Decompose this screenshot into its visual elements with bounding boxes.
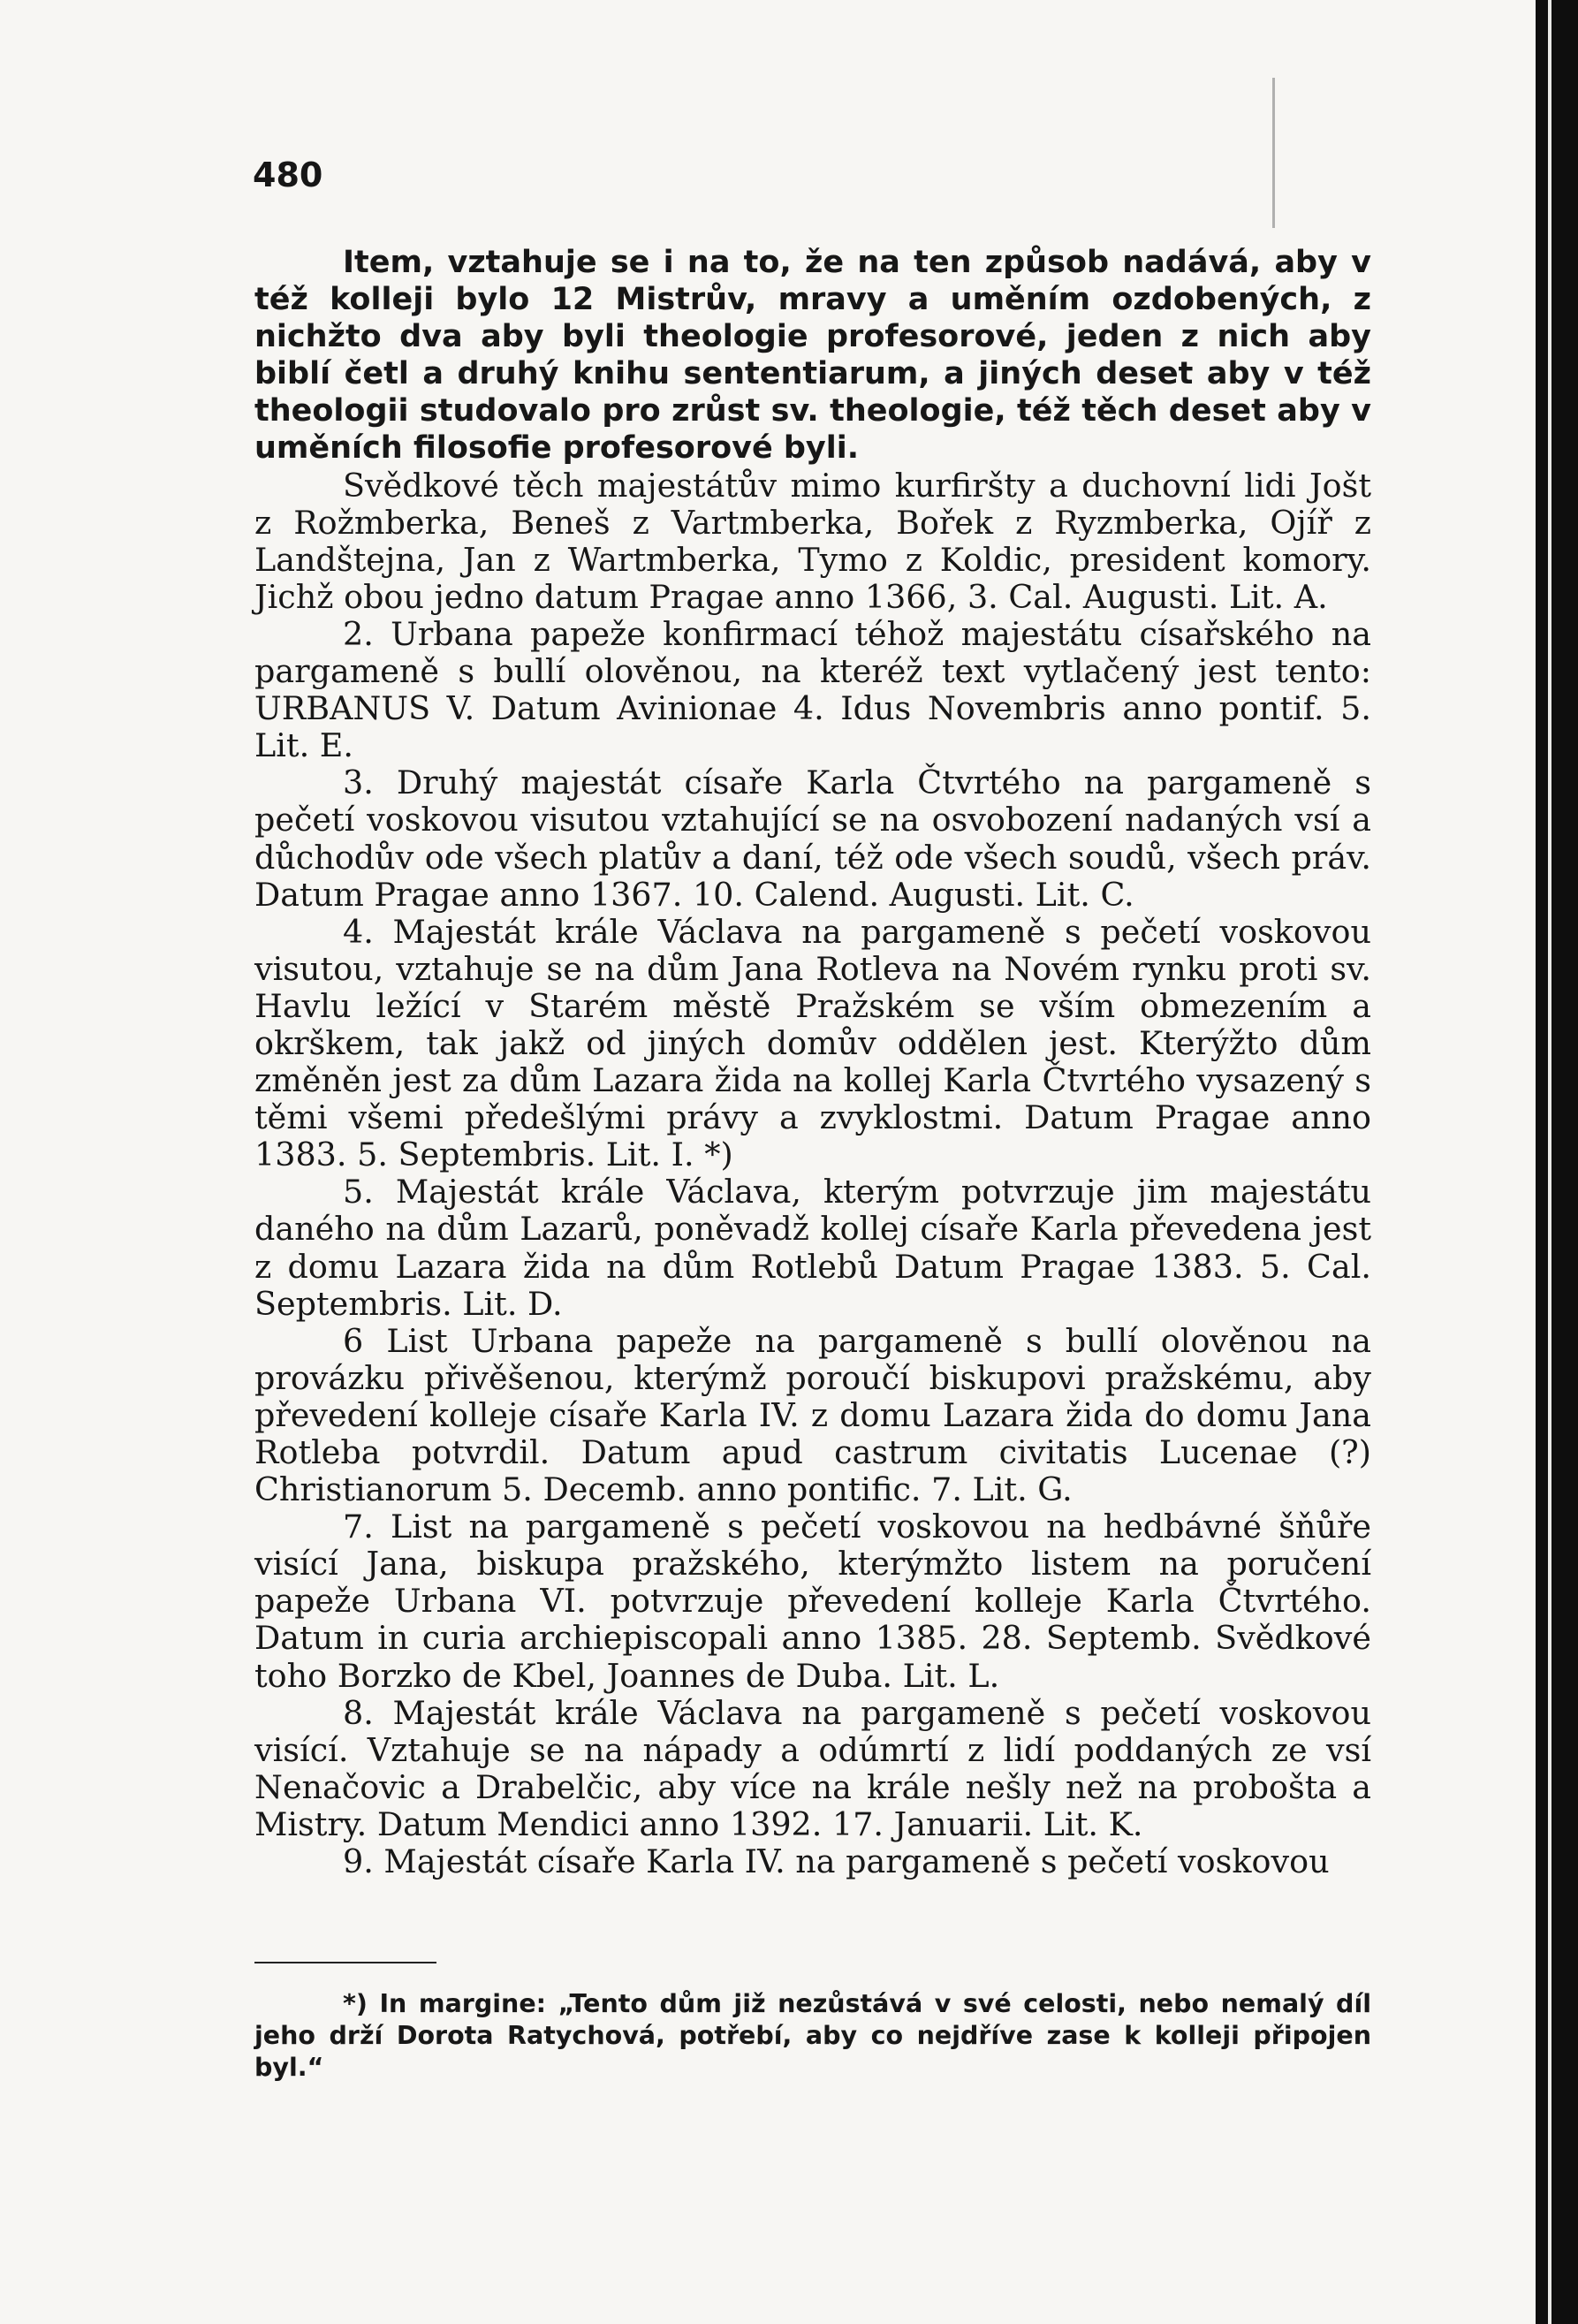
paragraph-entry-7: 7. List na pargameně s pečetí voskovou na hedbávné šňůře visící Jana, biskupa pražského, kterýmžto listem na poručení papeže Urbana VI. potvrzuje převedení kolleje Karla Čtvrtého. Datum in curia archiepiscopali anno 1385. 28. Septemb. Svědkové toho Borzko de Kbel, Joannes de Duba. Lit. L. bbox=[254, 1508, 1371, 1695]
paragraph-entry-9: 9. Majestát císaře Karla IV. na pargameně s pečetí voskovou bbox=[343, 1842, 1330, 1881]
margin-pencil-mark bbox=[1272, 78, 1275, 228]
paragraph-witnesses: Svědkové těch majestátův mimo kurfiršty a duchovní lidi Jošt z Rožmberka, Beneš z Vartmberka, Bořek z Ryzmberka, Ojíř z Landštejna, Jan z Wartmberka, Tymo z Koldic, president komory. Jichž obou jedno datum Pragae anno 1366, 3. Cal. Augusti. Lit. A. bbox=[254, 466, 1371, 616]
paragraph-entry-2: 2. Urbana papeže konfirmací téhož majestátu císařského na pargameně s bullí olověnou, na kteréž text vytlačený jest tento: URBANUS V. Datum Avinionae 4. Idus Novembris anno pontif. 5. Lit. E. bbox=[254, 614, 1371, 765]
paragraph-entry-3: 3. Druhý majestát císaře Karla Čtvrtého na pargameně s pečetí voskovou visutou vztahující se na osvobození nadaných vsí a důchodův ode všech platův a daní, též ode všech soudů, všech práv. Datum Pragae anno 1367. 10. Calend. Augusti. Lit. C. bbox=[254, 763, 1371, 914]
paragraph-entry-6: 6 List Urbana papeže na pargameně s bullí olověnou na provázku přivěšenou, kterýmž poroučí biskupovi pražskému, aby převedení kolleje císaře Karla IV. z domu Lazara žida do domu Jana Rotleba potvrdil. Datum apud castrum civitatis Lucenae (?) Christianorum 5. Decemb. anno pontific. 7. Lit. G. bbox=[254, 1321, 1371, 1509]
body-text bbox=[254, 244, 1371, 1880]
scan-right-border bbox=[1536, 0, 1578, 2324]
paragraph-entry-8: 8. Majestát krále Václava na pargameně s pečetí voskovou visící. Vztahuje se na nápady a odúmrtí z lidí poddaných ze vsí Nenačovic a Drabelčic, aby více na krále nešly než na probošta a Mistry. Datum Mendici anno 1392. 17. Januarii. Lit. K. bbox=[254, 1693, 1371, 1843]
paragraph-entry-4: 4. Majestát krále Václava na pargameně s pečetí voskovou visutou, vztahuje se na dům Jana Rotleva na Novém rynku proti sv. Havlu ležící v Starém městě Pražském se vším obmezením a okrškem, tak jakž od jiných domův oddělen jest. Kterýžto dům změněn jest za dům Lazara žida na kollej Karla Čtvrtého vysazený s těmi všemi předešlými právy a zvyklostmi. Datum Pragae anno 1383. 5. Septembris. Lit. I. *) bbox=[254, 912, 1371, 1174]
paragraph-entry-5: 5. Majestát krále Václava, kterým potvrzuje jim majestátu daného na dům Lazarů, poněvadž kollej císaře Karla převedena jest z domu Lazara žida na dům Rotlebů Datum Pragae 1383. 5. Cal. Septembris. Lit. D. bbox=[254, 1173, 1371, 1323]
page-number: 480 bbox=[253, 156, 323, 194]
scan-edge-line bbox=[1548, 0, 1551, 2324]
footnote-divider bbox=[254, 1962, 436, 1963]
paragraph-item-clause: Item, vztahuje se i na to, že na ten způsob nadává, aby v též kolleji bylo 12 Mistrův, mravy a uměním ozdobených, z nichžto dva aby byli theologie profesorové, jeden z nich aby biblí četl a druhý knihu sententiarum, a jiných deset aby v též theologii studovalo pro zrůst sv. theologie, též těch deset aby v uměních filosofie profesorové byli. bbox=[254, 245, 1371, 467]
footnote: *) In margine: „Tento dům již nezůstává v své celosti, nebo nemalý díl jeho drží Dorota Ratychová, potřebí, aby co nejdříve zase k kolleji připojen byl.“ bbox=[254, 1989, 1371, 2082]
